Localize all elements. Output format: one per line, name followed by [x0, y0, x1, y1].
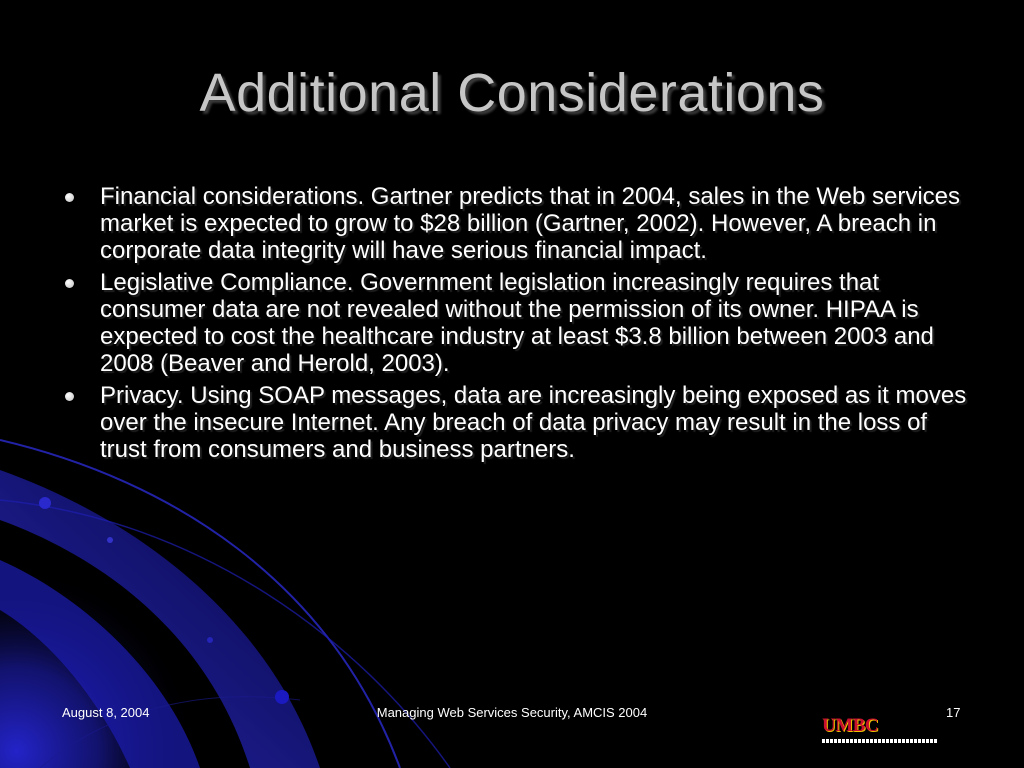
bullet-text: Privacy. Using SOAP messages, data are increasingly being exposed as it moves over the insecure Internet. Any breach of data privacy may result in the loss of trust from consumers and business partners. [100, 382, 967, 463]
bullet-dot-icon [65, 392, 74, 401]
logo-tagline-strip [822, 739, 938, 743]
slide-number: 17 [946, 705, 961, 720]
bullet-list [62, 183, 967, 468]
footer-date: August 8, 2004 [62, 705, 150, 720]
bullet-text: Financial considerations. Gartner predicts that in 2004, sales in the Web services market is expected to grow to $28 billion (Gartner, 2002). However, A breach in corporate data integrity will have serious financial impact. [100, 183, 960, 264]
footer-title: Managing Web Services Security, AMCIS 2004 [376, 705, 648, 720]
slide-title: Additional Considerations [199, 63, 825, 123]
umbc-logo-icon [822, 715, 940, 747]
bullet-dot-icon [65, 279, 74, 288]
bullet-item-financial [62, 183, 967, 264]
bullet-item-legislative [62, 269, 967, 377]
bullet-item-privacy [62, 382, 967, 463]
bullet-text: Legislative Compliance. Government legislation increasingly requires that consumer data are not revealed without the permission of its owner. HIPAA is expected to cost the healthcare industry at least $3.8 billion between 2003 and 2008 (Beaver and Herold, 2003). [100, 269, 934, 377]
logo-text: UMBC [822, 715, 879, 736]
bullet-dot-icon [65, 193, 74, 202]
